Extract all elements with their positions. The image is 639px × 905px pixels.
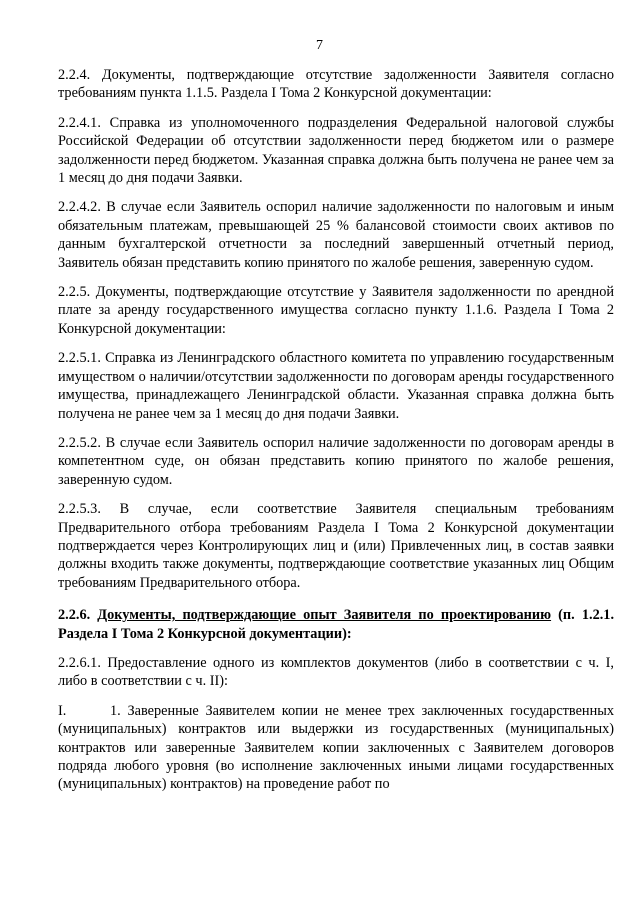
heading-reference: (п. 1.2.1. Раздела I Тома 2 Конкурсной документации):: [58, 607, 615, 642]
list-item-part-1: [58, 702, 614, 794]
section-heading-2-2-6: [58, 606, 614, 643]
page-number: 7: [316, 38, 323, 53]
paragraph-2-2-5: 2.2.5. Документы, подтверждающие отсутствие у Заявителя задолженности по арендной плате за аренду государственного имущества согласно пункту 1.1.6. Раздела I Тома 2 Конкурсной документации:: [58, 284, 614, 337]
paragraph-2-2-6-1: 2.2.6.1. Предоставление одного из комплектов документов (либо в соответствии с ч. I, либо в соответствии с ч. II):: [58, 654, 614, 690]
paragraph-2-2-4-2: 2.2.4.2. В случае если Заявитель оспорил наличие задолженности по налоговым и иным обязательным платежам, превышающей 25 % балансовой стоимости своих активов по данным бухгалтерской отчетности за последний завершенный отчетный период, Заявитель обязан представить копию принятого по жалобе решения, заверенную судом.: [58, 199, 614, 271]
paragraph-2-2-5-3: 2.2.5.3. В случае, если соответствие Заявителя специальным требованиям Предварительного отбора требованиям Раздела I Тома 2 Конкурсной документации подтверждается через Контролирующих лиц и (или) Привлеченных лиц, в состав заявки должны входить также документы, подтверждающие соответствие указанных лиц Общим требованиям Предварительного отбора.: [58, 501, 614, 591]
document-body: [58, 66, 614, 805]
list-item-text: 1. Заверенные Заявителем копии не менее трех заключенных государственных (муниципальных) контрактов или выдержки из государственных (муниципальных) контрактов или заверенные Заявителем копии заключенных с Заявителем договоров подряда любого уровня (во исполнение заключенных иными лицами государственных (муниципальных) контрактов) на проведение работ по: [58, 702, 614, 793]
heading-number: 2.2.6.: [58, 607, 91, 624]
paragraph-2-2-4-1: 2.2.4.1. Справка из уполномоченного подразделения Федеральной налоговой службы Российской Федерации об отсутствии задолженности перед бюджетом или о размере задолженности перед бюджетом. Указанная справка должна быть получена не ранее чем за 1 месяц до дня подачи Заявки.: [58, 114, 614, 187]
heading-underlined-title: Документы, подтверждающие опыт Заявителя по проектированию: [97, 607, 552, 624]
paragraph-2-2-5-2: 2.2.5.2. В случае если Заявитель оспорил наличие задолженности по договорам аренды в компетентном суде, он обязан представить копию принятого по жалобе решения, заверенную судом.: [58, 434, 614, 488]
list-marker: I.: [58, 702, 67, 719]
paragraph-2-2-5-1: 2.2.5.1. Справка из Ленинградского областного комитета по управлению государственным имуществом о наличии/отсутствии задолженности по договорам аренды государственного имущества, принадлежащего Ленинградской области. Указанная справка должна быть получена не ранее чем за 1 месяц до дня подачи Заявки.: [58, 350, 614, 422]
paragraph-2-2-4: 2.2.4. Документы, подтверждающие отсутствие задолженности Заявителя согласно требованиям пункта 1.1.5. Раздела I Тома 2 Конкурсной документации:: [58, 67, 614, 102]
